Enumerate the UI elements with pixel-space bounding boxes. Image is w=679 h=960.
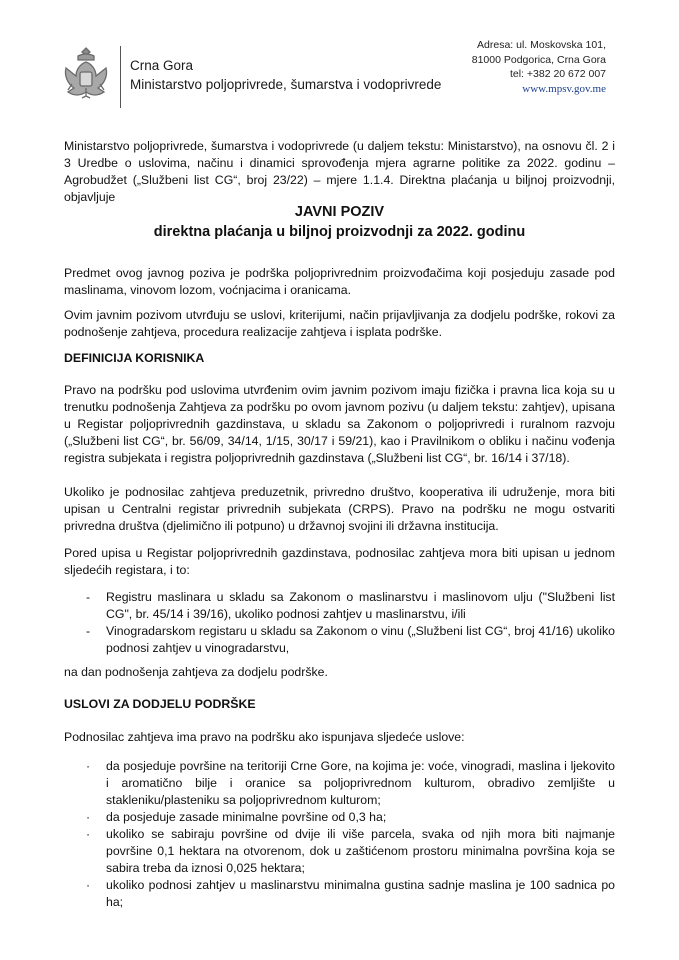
document-title: JAVNI POZIV (294, 204, 385, 220)
list-item (86, 809, 615, 826)
paragraph-scope: Ovim javnim pozivom utvrđuju se uslovi, kriterijumi, način prijavljivanja za dodjelu podrške, rokovi za podnošenje zahtjeva, procedura realizacije zahtjeva i isplata podrške. (64, 308, 615, 339)
paragraph-eligibility: Pravo na podršku pod uslovima utvrđenim ovim javnim pozivom imaju fizička i pravna lica koja su u trenutku podnošenja Zahtjeva za podršku po ovom javnom pozivu (u daljem tekstu: zahtjev), upisana u Registar poljoprivrednih gazdinstava, u skladu sa Zakonom o poljoprivredi i ruralnom razvoju („Službeni list CG“, br. 56/09, 34/14, 1/15, 30/17 i 59/21), kao i Pravilnikom o obliku i načinu vođenja registra subjekata i registra poljoprivrednih gazdinstava („Službeni list CG“, br. 16/14 i 37/18). (64, 383, 615, 465)
paragraph-legal-entities: Ukoliko je podnosilac zahtjeva preduzetnik, privredno društvo, kooperativa ili udruženje, mora biti upisan u Centralni registar privrednih subjekata (CRPS). Pravo na podršku ne mogu ostvariti privredna društva (djelimično ili potpuno) u državnoj svojini ili državna institucija. (64, 485, 615, 533)
list-item-text: Registru maslinara u skladu sa Zakonom o maslinarstvu i maslinovom ulju ("Službeni list CG", br. 45/14 i 39/16), ukoliko podnosi zahtjev u maslinarstvu, i/ili (106, 590, 615, 621)
list-marker: · (86, 827, 91, 841)
address-line-2: 81000 Podgorica, Crna Gora (471, 53, 606, 66)
org-ministry: Ministarstvo poljoprivrede, šumarstva i vodoprivrede (130, 77, 442, 92)
list-marker: - (86, 624, 91, 638)
heading-uslovi: USLOVI ZA DODJELU PODRŠKE (64, 697, 256, 711)
list-item (86, 826, 615, 877)
list-item-text: ukoliko podnosi zahtjev u maslinarstvu minimalna gustina sadnje maslina je 100 sadnica po ha; (106, 878, 615, 909)
list-item (86, 623, 615, 657)
phone-line: tel: +382 20 672 007 (509, 68, 606, 80)
list-item (86, 758, 615, 809)
list-item-text: da posjeduje zasade minimalne površine od 0,3 ha; (106, 810, 387, 824)
address-line-1: Adresa: ul. Moskovska 101, (477, 39, 606, 51)
paragraph-subject: Predmet ovog javnog poziva je podrška poljoprivrednim proizvođačima koji posjeduju zasade pod maslinama, vinovom lozom, voćnjacima i oranicama. (64, 266, 615, 297)
ministry-name (130, 56, 441, 94)
conditions-list (86, 758, 615, 911)
heading-definicija-korisnika: DEFINICIJA KORISNIKA (64, 351, 205, 365)
list-item-text: ukoliko se sabiraju površine od dvije ili više parcela, svaka od njih mora biti najmanje površine 0,1 hektara na otvorenom, dok u zaštićenom prostoru minimalna površina koja se sabira treba da iznosi 0,025 hektara; (106, 827, 615, 875)
paragraph-conditions-intro: Podnosilac zahtjeva ima pravo na podršku ako ispunjava sljedeće uslove: (64, 730, 465, 744)
header-divider (120, 46, 121, 108)
paragraph-registers-intro: Pored upisa u Registar poljoprivrednih gazdinstava, podnosilac zahtjeva mora biti upisan u jednom sljedećih registara, i to: (64, 546, 615, 577)
list-marker: · (86, 878, 91, 892)
list-marker: · (86, 810, 91, 824)
intro-paragraph: Ministarstvo poljoprivrede, šumarstva i vodoprivrede (u daljem tekstu: Ministarstvo), na osnovu čl. 2 i 3 Uredbe o uslovima, načinu i dinamici sprovođenja mjera agrarne politike za 2022. godinu – Agrobudžet („Službeni list CG“, broj 23/22) – mjere 1.1.4. Direktna plaćanja u biljnoj proizvodnji, objavljuje (64, 139, 615, 204)
website-link[interactable]: www.mpsv.gov.me (522, 82, 606, 95)
registers-list (86, 589, 615, 657)
list-item (86, 877, 615, 911)
paragraph-registration-date: na dan podnošenja zahtjeva za dodjelu podrške. (64, 665, 328, 679)
org-country: Crna Gora (130, 58, 194, 73)
list-item (86, 589, 615, 623)
document-subtitle: direktna plaćanja u biljnoj proizvodnji za 2022. godinu (153, 224, 526, 240)
list-marker: · (86, 759, 91, 773)
list-item-text: Vinogradarskom registaru u skladu sa Zakonom o vinu („Službeni list CG“, broj 41/16) ukoliko podnosi zahtjev u vinogradarstvu, (106, 624, 615, 655)
list-item-text: da posjeduje površine na teritoriji Crne Gore, na kojima je: voće, vinogradi, maslina i ljekovito i aromatično bilje i oranice sa poljoprivrednom kulturom, obradivo zemljište u stakleniku/plasteniku sa poljoprivrednom kulturom; (106, 759, 615, 807)
coat-of-arms-icon (60, 44, 112, 108)
list-marker: - (86, 590, 91, 604)
contact-block (472, 38, 606, 96)
